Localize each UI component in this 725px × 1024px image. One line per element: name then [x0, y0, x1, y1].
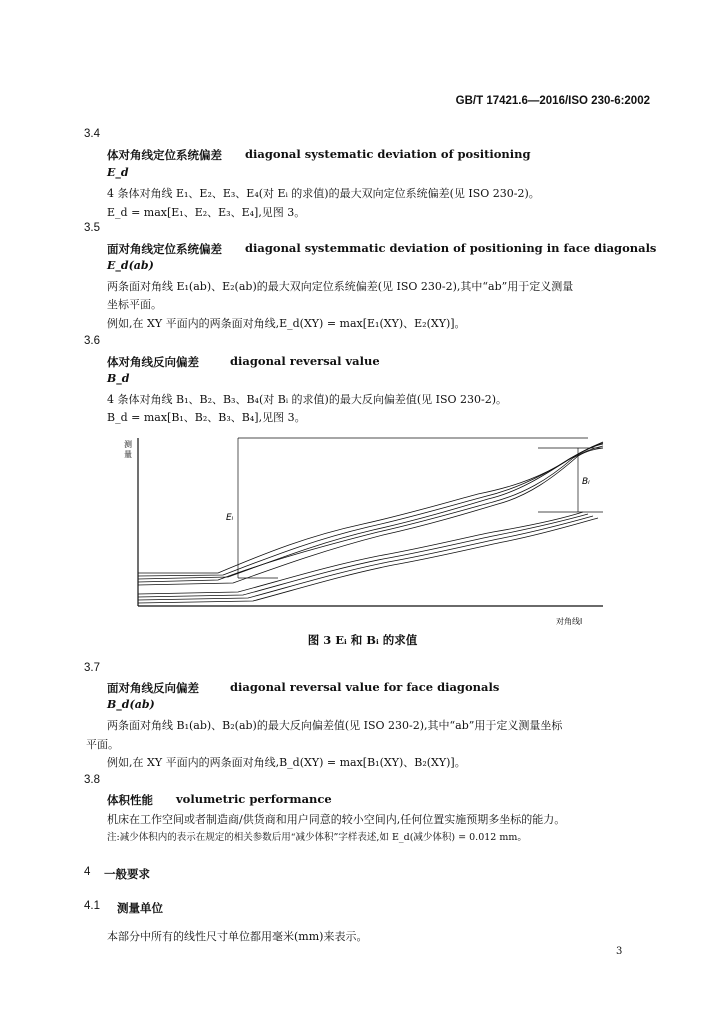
section-number-3-7: 3.7: [84, 662, 100, 674]
section-number-4-1: 4.1: [84, 900, 100, 912]
term-symbol-3-7: B_d(ab): [107, 698, 155, 711]
upper-curve-5: [138, 448, 603, 585]
standard-header: GB/T 17421.6—2016/ISO 230-6:2002: [455, 95, 650, 107]
definition-3-5: 两条面对角线 E₁(ab)、E₂(ab)的最大双向定位系统偏差(见 ISO 230-2),其中“ab”用于定义测量: [107, 280, 574, 293]
section-number-4: 4: [84, 866, 91, 878]
definition-3-7-cont: 平面。: [86, 738, 119, 751]
ei-label: Eᵢ: [226, 513, 234, 523]
formula-3-6: B_d = max[B₁、B₂、B₃、B₄],见图 3。: [107, 411, 306, 424]
section-number-3-4: 3.4: [84, 128, 100, 140]
lower-curve-4: [138, 518, 598, 603]
definition-3-4: 4 条体对角线 E₁、E₂、E₃、E₄(对 Eᵢ 的求值)的最大双向定位系统偏差(见 ISO 230-2)。: [107, 187, 540, 200]
term-symbol-3-5: E_d(ab): [107, 259, 154, 272]
term-title-cn-3-4: 体对角线定位系统偏差: [107, 148, 222, 162]
note-3-8: 注:减少体积内的表示在规定的相关参数后用“减少体积”字样表述,如 E_d(减少体积) = 0.012 mm。: [107, 832, 527, 843]
term-title-cn-3-6: 体对角线反向偏差: [107, 355, 199, 369]
page-number: 3: [616, 946, 623, 957]
y-axis-label-2: 量: [124, 450, 132, 459]
term-title-cn-3-7: 面对角线反向偏差: [107, 681, 199, 695]
bi-label: Bᵢ: [582, 477, 590, 487]
term-title-en-3-4: diagonal systematic deviation of positioning: [245, 147, 531, 161]
example-3-7: 例如,在 XY 平面内的两条面对角线,B_d(XY) = max[B₁(XY)、B₂(XY)]。: [107, 756, 466, 769]
lower-curve-3: [138, 516, 593, 600]
upper-curve-1: [138, 442, 603, 573]
deviation-curves-lower: [138, 512, 598, 603]
figure-3-diagram: [118, 428, 618, 628]
paragraph-4-1: 本部分中所有的线性尺寸单位都用毫米(mm)来表示。: [107, 930, 368, 943]
term-title-en-3-5: diagonal systemmatic deviation of positioning in face diagonals: [245, 241, 657, 255]
deviation-curves-upper: [138, 442, 603, 585]
term-symbol-3-6: B_d: [107, 372, 130, 385]
section-number-3-5: 3.5: [84, 222, 100, 234]
x-axis-label: 对角线l: [556, 617, 583, 626]
term-title-en-3-8: volumetric performance: [176, 792, 332, 806]
section-title-4-1: 测量单位: [117, 901, 163, 915]
formula-3-4: E_d = max[E₁、E₂、E₃、E₄],见图 3。: [107, 206, 306, 219]
definition-3-8: 机床在工作空间或者制造商/供货商和用户同意的较小空间内,任何位置实施预期多坐标的能力。: [107, 813, 566, 826]
term-title-cn-3-8: 体积性能: [107, 793, 153, 807]
term-symbol-3-4: E_d: [107, 166, 129, 179]
figure-caption: 图 3 Eᵢ 和 Bᵢ 的求值: [307, 633, 418, 647]
term-title-en-3-6: diagonal reversal value: [230, 354, 380, 368]
term-title-en-3-7: diagonal reversal value for face diagonals: [230, 680, 500, 694]
term-title-cn-3-5: 面对角线定位系统偏差: [107, 242, 222, 256]
upper-curve-3: [138, 444, 603, 579]
section-number-3-6: 3.6: [84, 335, 100, 347]
lower-curve-2: [138, 514, 588, 597]
y-axis-label-1: 测: [124, 440, 132, 449]
definition-3-6: 4 条体对角线 B₁、B₂、B₃、B₄(对 Bᵢ 的求值)的最大反向偏差值(见 ISO 230-2)。: [107, 393, 508, 406]
section-number-3-8: 3.8: [84, 774, 100, 786]
definition-3-7: 两条面对角线 B₁(ab)、B₂(ab)的最大反向偏差值(见 ISO 230-2),其中“ab”用于定义测量坐标: [107, 719, 563, 732]
definition-3-5-cont: 坐标平面。: [107, 298, 162, 311]
section-title-4: 一般要求: [104, 867, 150, 881]
upper-curve-2: [138, 443, 603, 576]
example-3-5: 例如,在 XY 平面内的两条面对角线,E_d(XY) = max[E₁(XY)、E₂(XY)]。: [107, 317, 466, 330]
